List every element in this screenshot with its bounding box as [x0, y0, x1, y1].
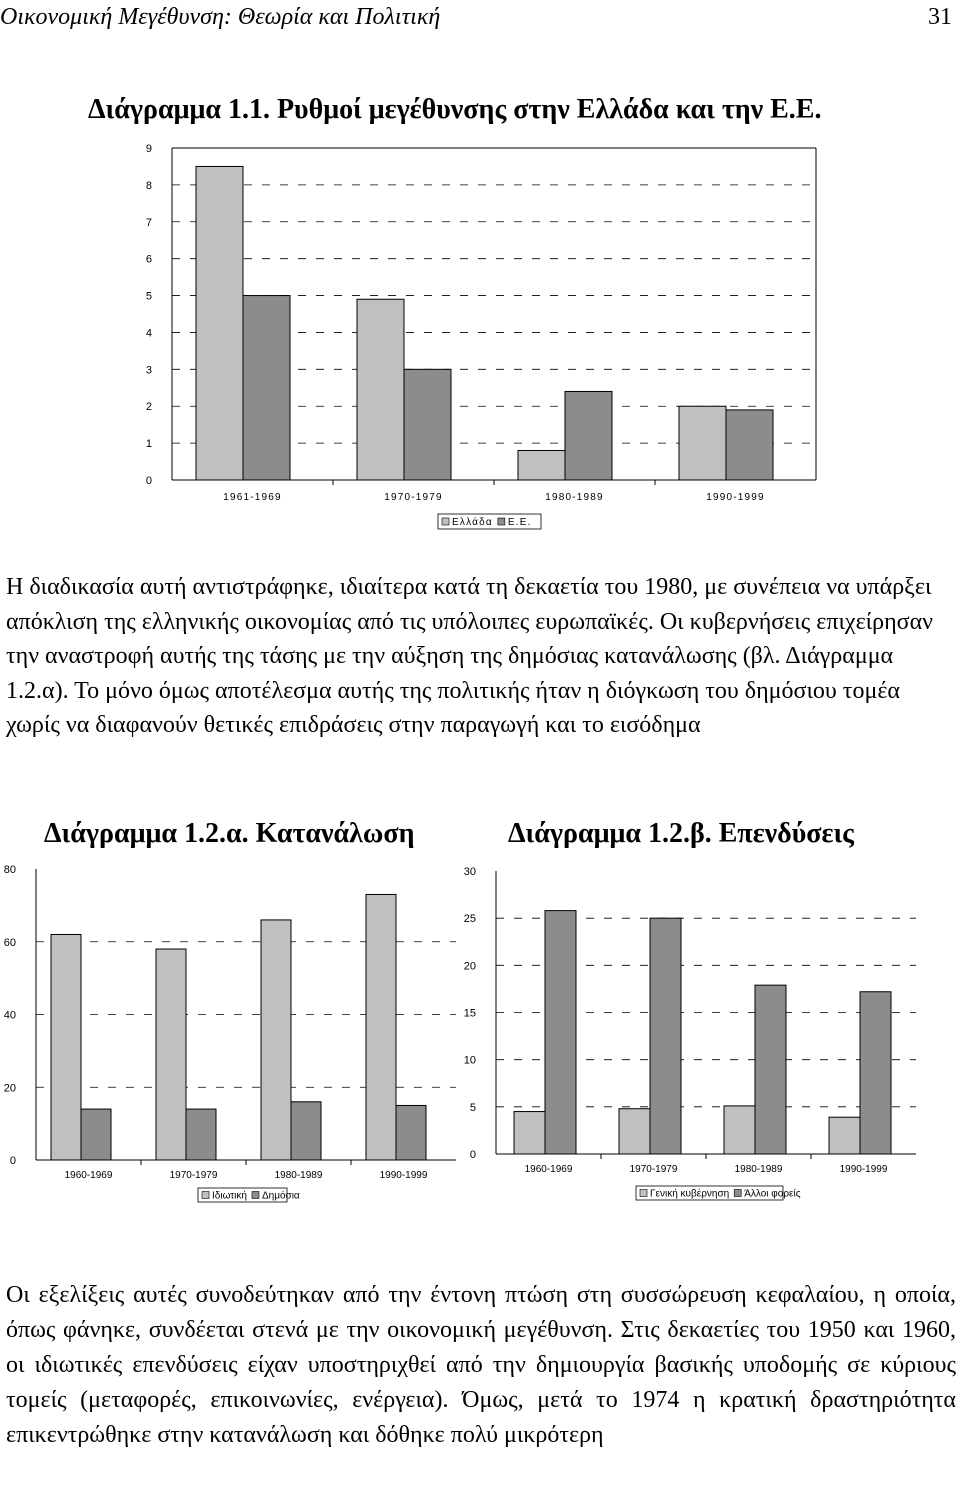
fig2b-bar: [545, 911, 576, 1154]
fig2b-legend-swatch: [734, 1190, 741, 1197]
running-header-title: Οικονομική Μεγέθυνση: Θεωρία και Πολιτική: [0, 4, 441, 30]
fig1-category-label: 1970-1979: [384, 492, 443, 503]
fig1-y-tick-label: 3: [145, 364, 152, 377]
fig1-y-tick-label: 2: [145, 401, 152, 414]
fig2b-category-label: 1960-1969: [524, 1164, 573, 1175]
paragraph-1-text: Η διαδικασία αυτή αντιστράφηκε, ιδιαίτερα κατά τη δεκαετία του 1980, με συνέπεια να υπάρξει απόκλιση της ελληνικής οικονομίας από τις υπόλοιπες ευρωπαϊκές. Οι κυβερνήσεις επιχείρησαν την αναστροφή αυτής της τάσης με την αύξηση της δημόσιας κατανάλωσης (βλ. Διάγραμμα 1.2.α). Το μόνο όμως αποτέλεσμα αυτής της πολιτικής ήταν η διόγκωση του δημόσιου τομέα χωρίς να διαφανούν θετικές επιδράσεις στην παραγωγή και το εισόδημα: [6, 574, 933, 738]
fig2b-legend-swatch: [640, 1190, 647, 1197]
fig2b-y-tick-label: 10: [463, 1054, 476, 1067]
fig2a-y-tick-label: 0: [9, 1155, 16, 1167]
fig1-y-tick-label: 6: [145, 253, 152, 266]
figure-1-2-a-title: Διάγραμμα 1.2.α. Κατανάλωση: [44, 818, 415, 849]
fig2b-y-tick-label: 0: [469, 1149, 476, 1161]
fig1-y-tick-label: 8: [145, 179, 152, 192]
page-number: 31: [928, 4, 952, 30]
fig2b-bar: [755, 985, 786, 1154]
fig2a-category-label: 1960-1969: [64, 1170, 113, 1181]
fig1-legend-label: Ε.Ε.: [507, 517, 532, 528]
fig2a-y-tick-label: 80: [3, 864, 16, 876]
fig2a-category-label: 1990-1999: [379, 1170, 428, 1181]
fig1-y-tick-label: 0: [145, 475, 152, 487]
fig2b-legend-label: Γενική κυβέρνηση: [650, 1188, 730, 1200]
fig2a-y-tick-label: 40: [3, 1009, 16, 1022]
fig2b-y-tick-label: 15: [463, 1007, 476, 1020]
fig2a-legend-label: Ιδιωτική: [212, 1190, 247, 1202]
fig2a-legend-label: Δημόσια: [261, 1190, 300, 1202]
fig2b-category-label: 1990-1999: [839, 1164, 888, 1175]
fig2b-y-tick-label: 5: [469, 1101, 476, 1114]
fig2b-bar: [724, 1106, 755, 1154]
figure-1-1-title: Διάγραμμα 1.1. Ρυθμοί μεγέθυνσης στην Ελλάδα και την Ε.Ε.: [88, 94, 822, 125]
fig2b-bar: [514, 1112, 545, 1154]
fig1-y-tick-label: 1: [145, 438, 152, 451]
fig1-category-label: 1980-1989: [545, 492, 604, 503]
fig2a-y-tick-label: 60: [3, 936, 16, 949]
fig2a-category-label: 1970-1979: [169, 1170, 218, 1181]
paragraph-2-text: Οι εξελίξεις αυτές συνοδεύτηκαν από την έντονη πτώση στη συσσώρευση κεφαλαίου, η οποία, όπως φάνηκε, συνδέεται στενά με την οικονομική μεγέθυνση. Στις δεκαετίες του 1950 και 1960, οι ιδιωτικές επενδύσεις είχαν υποστηριχθεί από την δημιουργία βασικής υποδομής σε κύριους τομείς (μεταφορές, επικοινωνίες, ενέργεια). Όμως, μετά το 1974 η κρατική δραστηριότητα επικεντρώθηκε στην κατανάλωση και δόθηκε πολύ μικρότερη: [6, 1282, 956, 1448]
fig2b-bar: [829, 1117, 860, 1154]
fig2a-y-tick-label: 20: [3, 1082, 16, 1095]
fig2b-category-label: 1970-1979: [629, 1164, 678, 1175]
fig1-y-tick-label: 4: [145, 327, 152, 340]
fig1-y-tick-label: 7: [145, 216, 152, 229]
fig1-y-tick-label: 9: [145, 143, 152, 155]
fig2b-legend-label: Άλλοι φορείς: [744, 1188, 801, 1200]
fig2b-y-tick-label: 20: [463, 960, 476, 973]
fig1-category-label: 1990-1999: [706, 492, 765, 503]
fig1-y-tick-label: 5: [145, 290, 152, 303]
fig2b-bar: [619, 1109, 650, 1154]
fig2b-bar: [650, 918, 681, 1154]
fig2a-category-label: 1980-1989: [274, 1170, 323, 1181]
figure-1-2-b-title: Διάγραμμα 1.2.β. Επενδύσεις: [508, 818, 854, 849]
fig1-category-label: 1961-1969: [223, 492, 282, 503]
fig2b-category-label: 1980-1989: [734, 1164, 783, 1175]
paragraph-2: [6, 1278, 956, 1453]
fig2b-y-tick-label: 25: [463, 913, 476, 926]
fig2b-bar: [860, 992, 891, 1154]
fig2b-y-tick-label: 30: [463, 866, 476, 878]
fig1-legend-label: Ελλάδα: [452, 517, 493, 528]
